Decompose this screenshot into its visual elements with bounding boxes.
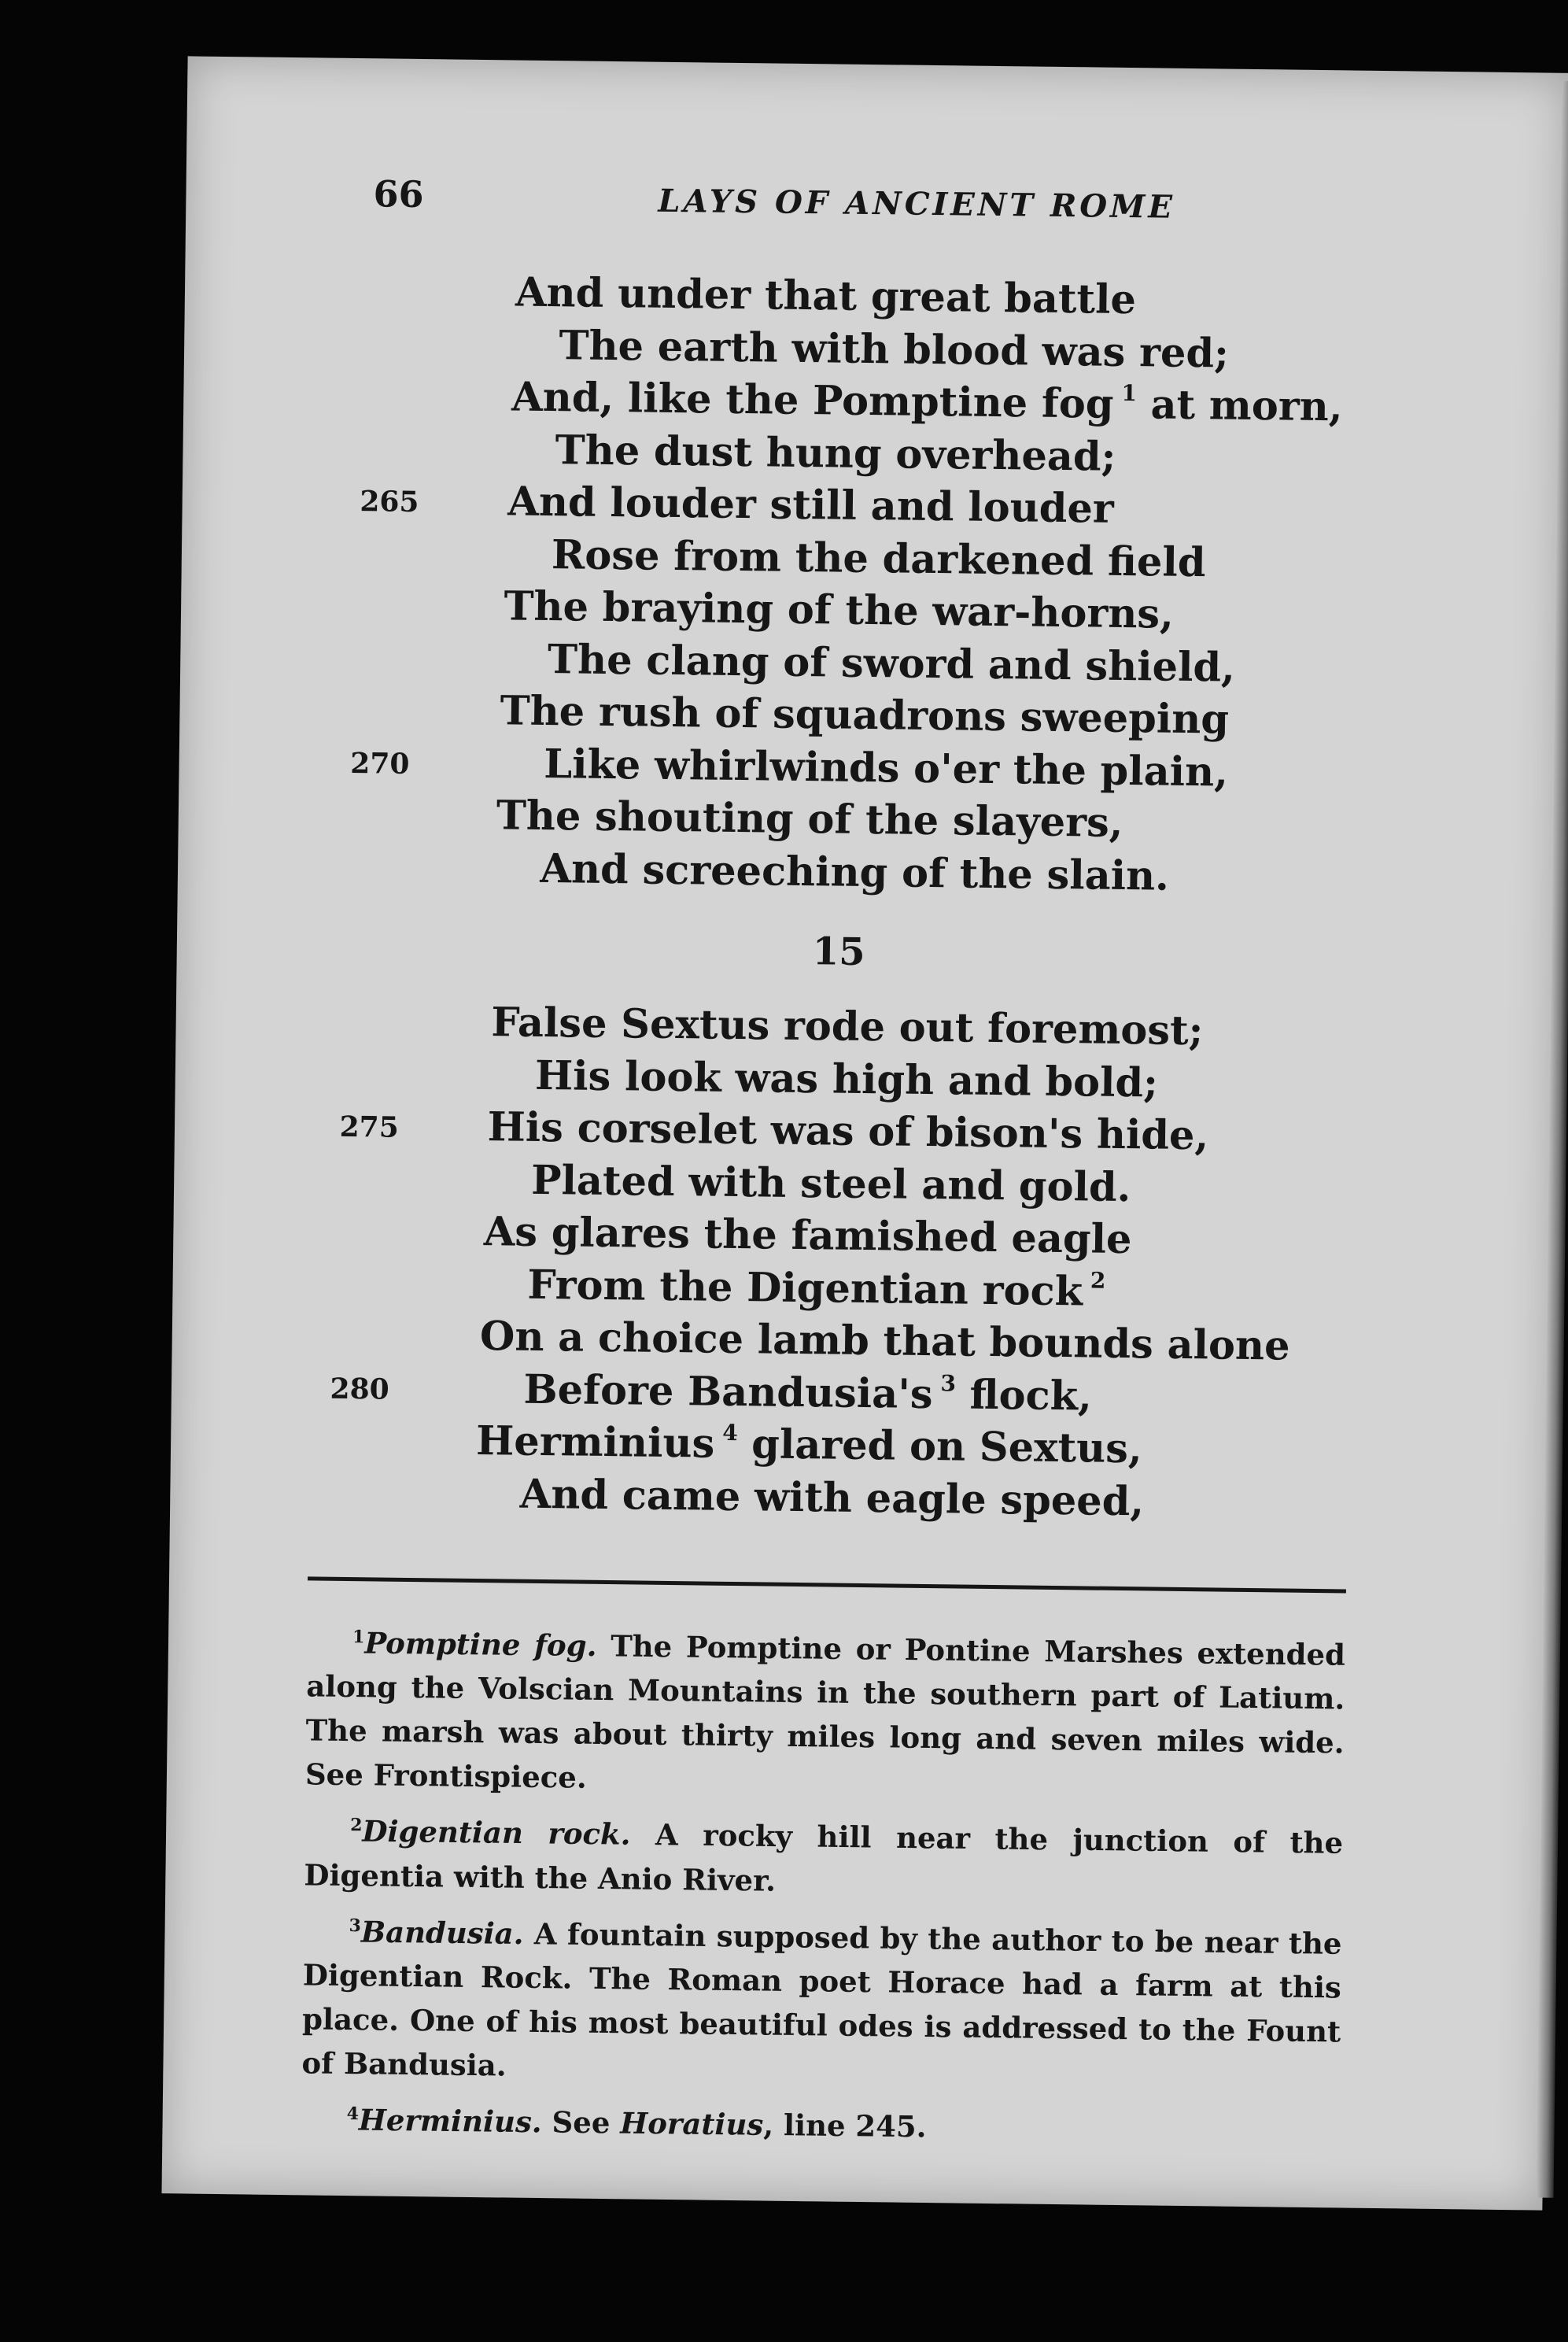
poem-line-text: flock, xyxy=(955,1370,1093,1420)
poem-line-text: Plated with steel and gold. xyxy=(530,1156,1131,1211)
poem-line xyxy=(500,685,1229,745)
poem-line xyxy=(555,424,1116,483)
footnote-ref-title: Horatius xyxy=(620,2105,764,2142)
poem-line-text: His look was high and bold; xyxy=(534,1051,1159,1107)
footnote-text: The Pomptine or Pontine Marshes extended along the Volscian Mountains in the southern part of Latium. The marsh was about thirty miles long and seven miles wide. See Frontispiece. xyxy=(304,1628,1346,1796)
footnote xyxy=(305,1614,1346,1808)
book-page xyxy=(161,56,1568,2210)
footnote-mark: 1 xyxy=(352,1627,365,1648)
footnote-term: Bandusia. xyxy=(360,1914,524,1951)
footnote-mark: 3 xyxy=(349,1915,362,1936)
poem-line-text: at morn, xyxy=(1136,381,1343,431)
poem-line xyxy=(507,475,1114,534)
page-header xyxy=(186,170,1567,242)
footnote-ref: 4 xyxy=(714,1419,738,1446)
poem-line xyxy=(519,1468,1144,1527)
poem-line-text: As glares the famished eagle xyxy=(483,1208,1132,1264)
poem-line-text: His corselet was of bison's hide, xyxy=(487,1103,1209,1160)
line-number: 270 xyxy=(350,746,410,781)
poem-line-text: The braying of the war-horns, xyxy=(504,582,1175,638)
poem-line xyxy=(548,634,1236,694)
poem xyxy=(185,262,1566,1525)
poem-line-text: Before Bandusia's xyxy=(523,1365,933,1418)
poem-line xyxy=(504,580,1174,640)
footnote-rule xyxy=(308,1576,1346,1593)
footnote-text: A rocky hill near the junction of the Digentia with the Anio River. xyxy=(304,1817,1344,1898)
footnote xyxy=(301,2091,1340,2153)
page-number: 66 xyxy=(373,172,424,216)
footnote-term: Herminius. xyxy=(358,2102,542,2140)
footnotes xyxy=(301,1614,1345,2159)
poem-line xyxy=(515,266,1137,326)
poem-line xyxy=(540,842,1169,902)
poem-line-text: And, like the Pomptine fog xyxy=(511,373,1114,428)
poem-line-text: From the Digentian rock xyxy=(527,1261,1083,1315)
poem-line-text: The rush of squadrons sweeping xyxy=(500,687,1230,744)
poem-line xyxy=(559,320,1229,379)
poem-line-text: And under that great battle xyxy=(515,268,1137,324)
poem-line-text: The shouting of the slayers, xyxy=(496,792,1123,847)
poem-line-text: The earth with blood was red; xyxy=(559,321,1230,378)
poem-line xyxy=(487,1101,1208,1162)
footnote-mark: 2 xyxy=(350,1815,363,1836)
footnote-term: Pomptine fog. xyxy=(364,1625,597,1664)
poem-line-text: False Sextus rode out foremost; xyxy=(491,999,1204,1055)
footnote-ref: 1 xyxy=(1113,379,1138,407)
poem-line xyxy=(552,529,1206,589)
poem-line xyxy=(511,371,1343,433)
footnote-text: A fountain supposed by the author to be near the Digentian Rock. The Roman poet Horace had a farm at this place. One of his most beautiful odes is addressed to the Fount of Bandusia. xyxy=(301,1915,1342,2083)
poem-line-text: Herminius xyxy=(475,1417,715,1468)
poem-line-text: And came with eagle speed, xyxy=(519,1470,1145,1525)
footnote-ref: 2 xyxy=(1082,1266,1106,1294)
poem-line-text: The dust hung overhead; xyxy=(555,426,1116,481)
footnote xyxy=(304,1803,1343,1909)
poem-line xyxy=(523,1363,1092,1422)
poem-line-text: On a choice lamb that bounds alone xyxy=(479,1313,1290,1370)
page-edge xyxy=(1537,81,1568,2198)
poem-line xyxy=(531,1154,1131,1213)
poem-line xyxy=(491,996,1204,1057)
line-number: 280 xyxy=(330,1372,389,1406)
footnote-mark: 4 xyxy=(346,2104,360,2125)
footnote-ref: 3 xyxy=(932,1369,957,1396)
poem-line-text: Rose from the darkened field xyxy=(551,530,1206,586)
poem-line xyxy=(544,737,1228,798)
poem-line xyxy=(527,1258,1106,1317)
poem-line-text: glared on Sextus, xyxy=(737,1420,1143,1473)
poem-line xyxy=(476,1415,1142,1475)
running-head: LAYS OF ANCIENT ROME xyxy=(658,182,1176,226)
poem-line-text: The clang of sword and shield, xyxy=(547,635,1236,692)
poem-line-text: And louder still and louder xyxy=(507,478,1115,533)
line-number: 265 xyxy=(360,485,419,519)
poem-line xyxy=(483,1206,1131,1265)
stanza-number: 15 xyxy=(812,929,865,974)
poem-line xyxy=(535,1049,1159,1109)
poem-line xyxy=(496,789,1123,849)
footnote-term: Digentian rock. xyxy=(362,1813,631,1853)
footnote-text: See xyxy=(541,2104,621,2141)
poem-line xyxy=(480,1310,1290,1372)
footnote-text: , line 245. xyxy=(762,2107,927,2144)
poem-line-text: Like whirlwinds o'er the plain, xyxy=(543,740,1229,796)
footnote xyxy=(301,1903,1342,2097)
poem-line-text: And screeching of the slain. xyxy=(540,844,1170,900)
line-number: 275 xyxy=(339,1110,400,1144)
